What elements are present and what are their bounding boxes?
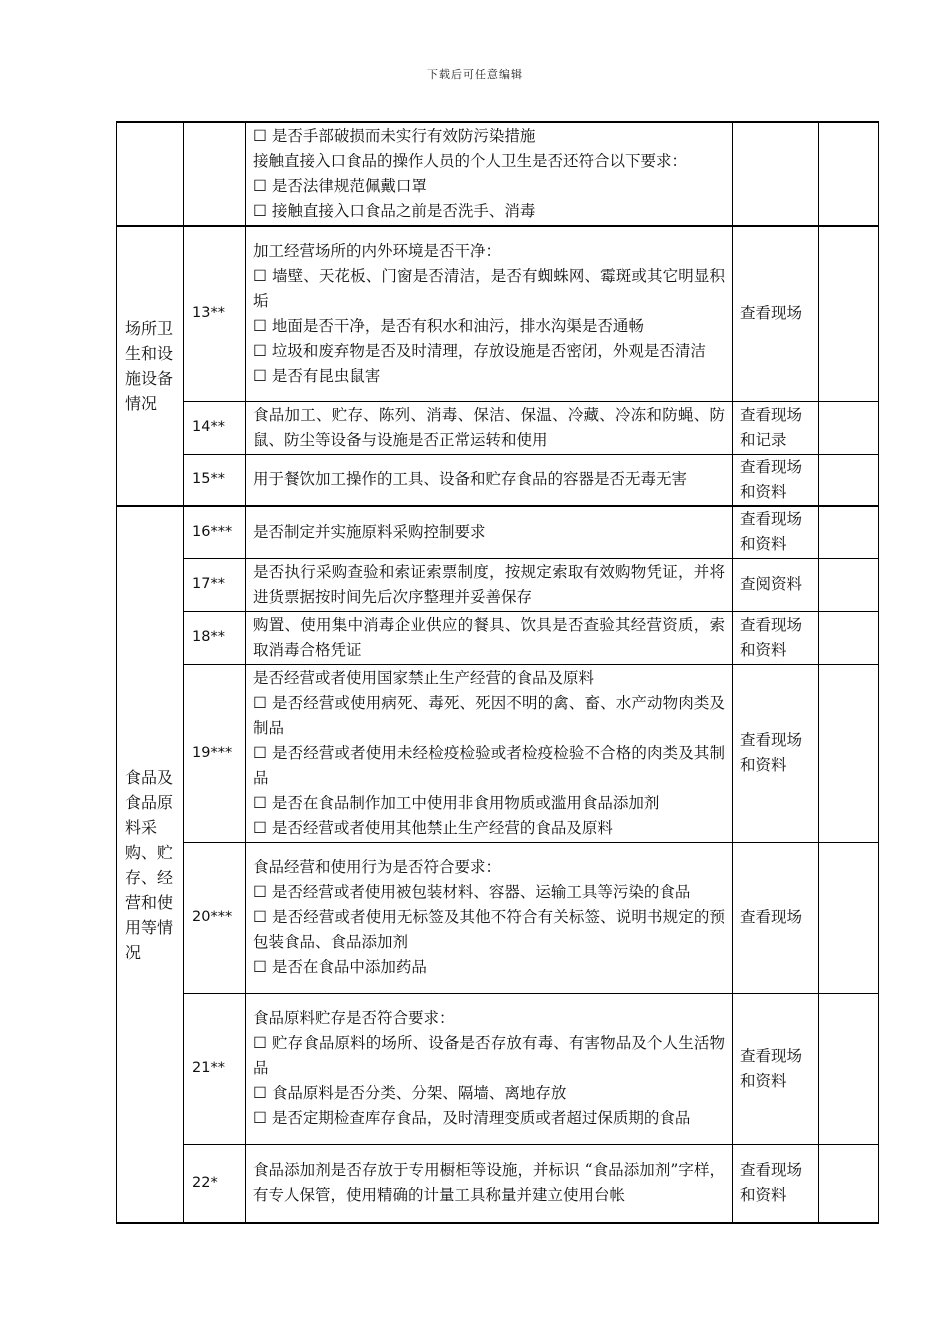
check-method: 查看现场和资料 — [733, 993, 819, 1144]
content-line: 是否经营或者使用国家禁止生产经营的食品及原料 — [253, 668, 595, 687]
item-content — [246, 226, 733, 401]
check-method — [733, 122, 819, 226]
item-number — [184, 122, 246, 226]
result-cell — [819, 611, 879, 664]
content-line: ☐ 是否在食品制作加工中使用非食用物质或滥用食品添加剂 — [253, 793, 660, 812]
table-row — [117, 842, 879, 993]
item-content — [246, 842, 733, 993]
content-line: ☐ 是否经营或使用病死、毒死、死因不明的禽、畜、水产动物肉类及制品 — [253, 693, 725, 737]
check-method: 查看现场 — [733, 226, 819, 401]
table-row — [117, 122, 879, 226]
check-method: 查看现场和记录 — [733, 401, 819, 454]
item-number: 21** — [184, 993, 246, 1144]
content-line: 是否执行采购查验和索证索票制度，按规定索取有效购物凭证，并将进货票据按时间先后次序整理并妥善保存 — [253, 562, 725, 606]
check-method: 查看现场和资料 — [733, 506, 819, 558]
content-line: ☐ 接触直接入口食品之前是否洗手、消毒 — [253, 202, 536, 220]
item-content — [246, 401, 733, 454]
content-line: 接触直接入口食品的操作人员的个人卫生是否还符合以下要求： — [253, 152, 688, 170]
content-line: ☐ 垃圾和废弃物是否及时清理，存放设施是否密闭，外观是否清洁 — [253, 341, 706, 360]
content-line: ☐ 是否经营或者使用其他禁止生产经营的食品及原料 — [253, 818, 613, 837]
table-row — [117, 401, 879, 454]
content-line: ☐ 是否在食品中添加药品 — [253, 958, 427, 976]
category-cell-empty — [117, 122, 184, 226]
content-line: 食品原料贮存是否符合要求： — [253, 1009, 455, 1027]
content-line: ☐ 地面是否干净，是否有积水和油污，排水沟渠是否通畅 — [253, 316, 644, 335]
item-number: 14** — [184, 401, 246, 454]
content-line: ☐ 是否法律规范佩戴口罩 — [253, 177, 427, 195]
content-line: 加工经营场所的内外环境是否干净： — [253, 241, 502, 260]
check-method: 查看现场和资料 — [733, 1144, 819, 1223]
result-cell — [819, 558, 879, 611]
content-line: ☐ 墙壁、天花板、门窗是否清洁，是否有蜘蛛网、霉斑或其它明显积垢 — [253, 266, 725, 310]
category-facility: 场所卫生和设施设备情况 — [117, 226, 184, 506]
table-row — [117, 993, 879, 1144]
check-method: 查看现场和资料 — [733, 664, 819, 842]
item-number: 13** — [184, 226, 246, 401]
content-line: 用于餐饮加工操作的工具、设备和贮存食品的容器是否无毒无害 — [253, 470, 688, 489]
table-row — [117, 506, 879, 558]
result-cell — [819, 842, 879, 993]
page-header: 下载后可任意编辑 — [427, 68, 523, 81]
result-cell — [819, 122, 879, 226]
item-content — [246, 993, 733, 1144]
result-cell — [819, 506, 879, 558]
table-row — [117, 664, 879, 842]
result-cell — [819, 664, 879, 842]
result-cell — [819, 401, 879, 454]
result-cell — [819, 993, 879, 1144]
content-line: ☐ 贮存食品原料的场所、设备是否存放有毒、有害物品及个人生活物品 — [253, 1034, 725, 1077]
result-cell — [819, 1144, 879, 1223]
item-content — [246, 1144, 733, 1223]
category-food: 食品及食品原料采购、贮存、经营和使用等情况 — [117, 506, 184, 1223]
item-number: 20*** — [184, 842, 246, 993]
content-line: ☐ 是否有昆虫鼠害 — [253, 366, 381, 385]
item-number: 15** — [184, 454, 246, 506]
item-content — [246, 506, 733, 558]
check-method: 查阅资料 — [733, 558, 819, 611]
item-number: 16*** — [184, 506, 246, 558]
check-method: 查看现场和资料 — [733, 611, 819, 664]
table-row — [117, 1144, 879, 1223]
item-content — [246, 558, 733, 611]
table-row — [117, 558, 879, 611]
check-method: 查看现场 — [733, 842, 819, 993]
check-method: 查看现场和资料 — [733, 454, 819, 506]
item-content — [246, 122, 733, 226]
inspection-table — [116, 121, 879, 1224]
item-content — [246, 664, 733, 842]
item-number: 22* — [184, 1144, 246, 1223]
content-line: ☐ 是否经营或者使用无标签及其他不符合有关标签、说明书规定的预包装食品、食品添加剂 — [253, 908, 725, 951]
content-line: ☐ 是否手部破损而未实行有效防污染措施 — [253, 127, 536, 145]
content-line: ☐ 食品原料是否分类、分架、隔墙、离地存放 — [253, 1084, 567, 1102]
item-number: 17** — [184, 558, 246, 611]
item-content — [246, 454, 733, 506]
content-line: 购置、使用集中消毒企业供应的餐具、饮具是否查验其经营资质，索取消毒合格凭证 — [253, 615, 725, 659]
content-line: ☐ 是否定期检查库存食品，及时清理变质或者超过保质期的食品 — [253, 1109, 691, 1127]
result-cell — [819, 226, 879, 401]
content-line: ☐ 是否经营或者使用被包装材料、容器、运输工具等污染的食品 — [253, 883, 691, 901]
item-number: 19*** — [184, 664, 246, 842]
content-line: 是否制定并实施原料采购控制要求 — [253, 522, 486, 541]
table-row — [117, 454, 879, 506]
table-row — [117, 226, 879, 401]
content-line: ☐ 是否经营或者使用未经检疫检验或者检疫检验不合格的肉类及其制品 — [253, 743, 725, 787]
result-cell — [819, 454, 879, 506]
item-content — [246, 611, 733, 664]
content-line: 食品添加剂是否存放于专用橱柜等设施，并标识 “食品添加剂”字样，有专人保管，使用精确的计量工具称量并建立使用台帐 — [253, 1161, 725, 1205]
content-line: 食品加工、贮存、陈列、消毒、保洁、保温、冷藏、冷冻和防蝇、防鼠、防尘等设备与设施是否正常运转和使用 — [253, 405, 725, 449]
table-row — [117, 611, 879, 664]
content-line: 食品经营和使用行为是否符合要求： — [253, 858, 502, 876]
item-number: 18** — [184, 611, 246, 664]
